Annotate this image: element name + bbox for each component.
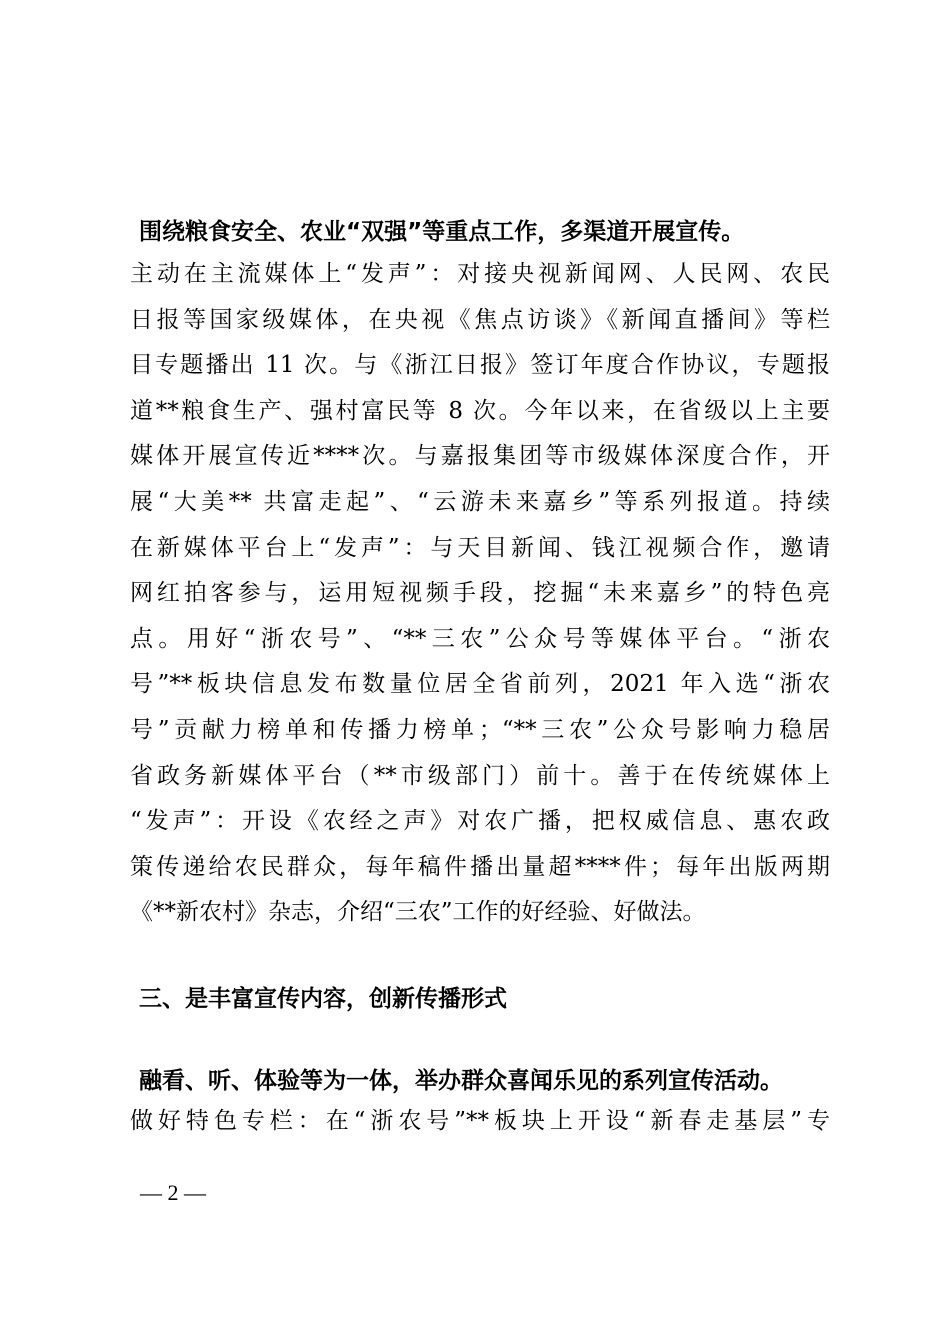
paragraph-line: “发声”：开设《农经之声》对农广播，把权威信息、惠农政 xyxy=(130,808,830,835)
section-heading-enrich-content: 三、是丰富宣传内容，创新传播形式 xyxy=(139,986,507,1012)
paragraph-line: 策传递给农民群众，每年稿件播出量超****件；每年出版两期 xyxy=(130,853,830,880)
paragraph-line: 目专题播出 11 次。与《浙江日报》签订年度合作协议，专题报 xyxy=(130,352,830,379)
paragraph-line: 号”**板块信息发布数量位居全省前列，2021 年入选“浙农 xyxy=(130,671,830,698)
paragraph-line: 媒体开展宣传近****次。与嘉报集团等市级媒体深度合作，开 xyxy=(130,443,830,470)
paragraph-line: 网红拍客参与，运用短视频手段，挖掘“未来嘉乡”的特色亮 xyxy=(130,580,830,607)
paragraph-line: 展“大美** 共富走起”、“云游未来嘉乡”等系列报道。持续 xyxy=(130,488,830,515)
paragraph-line: 在新媒体平台上“发声”：与天目新闻、钱江视频合作，邀请 xyxy=(130,534,830,561)
paragraph-line: 点。用好“浙农号”、“**三农”公众号等媒体平台。“浙农 xyxy=(130,625,830,652)
paragraph-line: 道**粮食生产、强村富民等 8 次。今年以来，在省级以上主要 xyxy=(130,397,830,424)
paragraph-line: 《**新农村》杂志，介绍“三农”工作的好经验、好做法。 xyxy=(130,899,706,926)
section-heading-activities: 融看、听、体验等为一体，举办群众喜闻乐见的系列宣传活动。 xyxy=(139,1068,783,1094)
paragraph-line: 做好特色专栏：在“浙农号”**板块上开设“新春走基层”专 xyxy=(130,1108,830,1134)
paragraph-line: 号”贡献力榜单和传播力榜单；“**三农”公众号影响力稳居 xyxy=(130,716,830,743)
paragraph-special-column xyxy=(130,1099,830,1145)
paragraph-line: 省政务新媒体平台（**市级部门）前十。善于在传统媒体上 xyxy=(130,762,830,789)
section-heading-grain-security: 围绕粮食安全、农业“双强”等重点工作，多渠道开展宣传。 xyxy=(139,219,745,245)
page-number: — 2 — xyxy=(140,1180,206,1205)
paragraph-line: 日报等国家级媒体，在央视《焦点访谈》《新闻直播间》等栏 xyxy=(130,306,830,333)
paragraph-line: 主动在主流媒体上“发声”：对接央视新闻网、人民网、农民 xyxy=(130,261,830,287)
paragraph-media-publicity xyxy=(130,252,830,936)
